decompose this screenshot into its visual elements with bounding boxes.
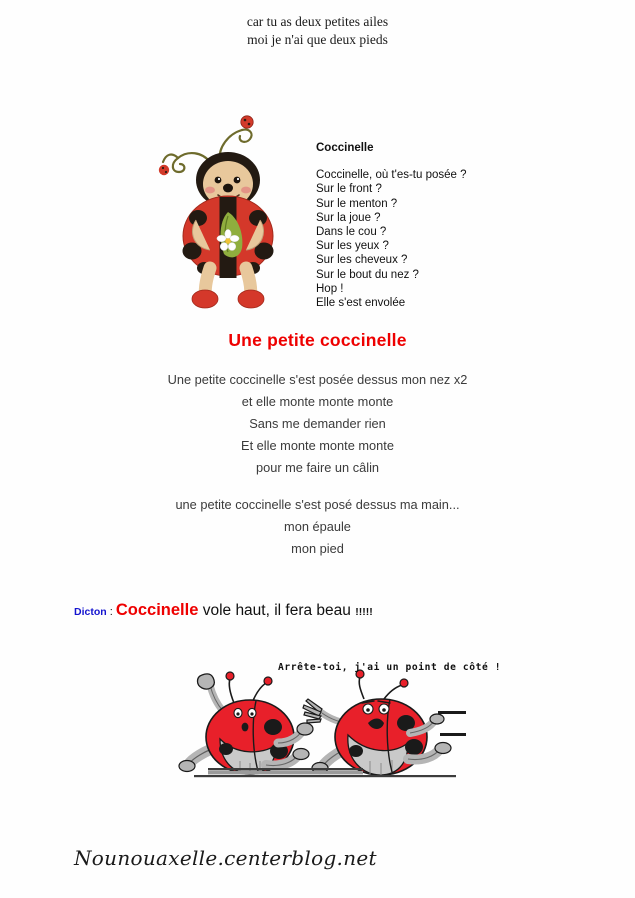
poem-line: Sur le front ? — [316, 183, 382, 196]
seated-ladybug-illustration — [158, 108, 288, 310]
poem-line: Sur le menton ? — [316, 197, 398, 210]
top-verse — [0, 13, 635, 49]
song-line: Et elle monte monte monte — [241, 438, 394, 453]
poem-line: Elle s'est envolée — [316, 297, 406, 310]
song-line: et elle monte monte monte — [241, 394, 394, 409]
dicton-highlight-word: Coccinelle — [115, 601, 199, 619]
poem-line: Hop ! — [316, 282, 344, 295]
song-line: une petite coccinelle s'est posé dessus ma main... — [175, 497, 460, 512]
song-stanza-two — [0, 494, 635, 560]
song-line: pour me faire un câlin — [255, 460, 380, 475]
song-heading: Une petite coccinelle — [228, 330, 407, 350]
song-line: mon épaule — [284, 519, 351, 534]
cartoon-caption: Arrête-toi, j'ai un point de côté ! — [278, 662, 502, 673]
song-stanza-one — [0, 369, 635, 479]
dicton-line — [74, 600, 373, 622]
dicton-colon: : — [106, 606, 116, 618]
song-line: Sans me demander rien — [249, 416, 386, 431]
song-line: mon pied — [291, 541, 344, 556]
dicton-exclamations: !!!!! — [355, 606, 373, 618]
top-verse-line: moi je n'ai que deux pieds — [247, 32, 388, 47]
dicton-rest-text: vole haut, il fera beau — [198, 602, 356, 619]
poem-line: Sur le bout du nez ? — [316, 268, 419, 281]
poem-line: Sur les cheveux ? — [316, 254, 408, 267]
poem-line: Sur la joue ? — [316, 211, 381, 224]
poem-line: Coccinelle, où t'es-tu posée ? — [316, 169, 467, 182]
poem-title: Coccinelle — [316, 142, 374, 154]
poem-line: Sur les yeux ? — [316, 240, 389, 253]
poem-line: Dans le cou ? — [316, 226, 387, 239]
running-ladybugs-illustration — [178, 655, 468, 780]
poem-coccinelle — [316, 141, 566, 310]
dicton-label: Dicton — [74, 606, 107, 618]
song-line: Une petite coccinelle s'est posée dessus mon nez x2 — [167, 372, 468, 387]
footer-signature: Nounouaxelle.centerblog.net — [74, 846, 377, 870]
top-verse-line: car tu as deux petites ailes — [246, 14, 389, 29]
